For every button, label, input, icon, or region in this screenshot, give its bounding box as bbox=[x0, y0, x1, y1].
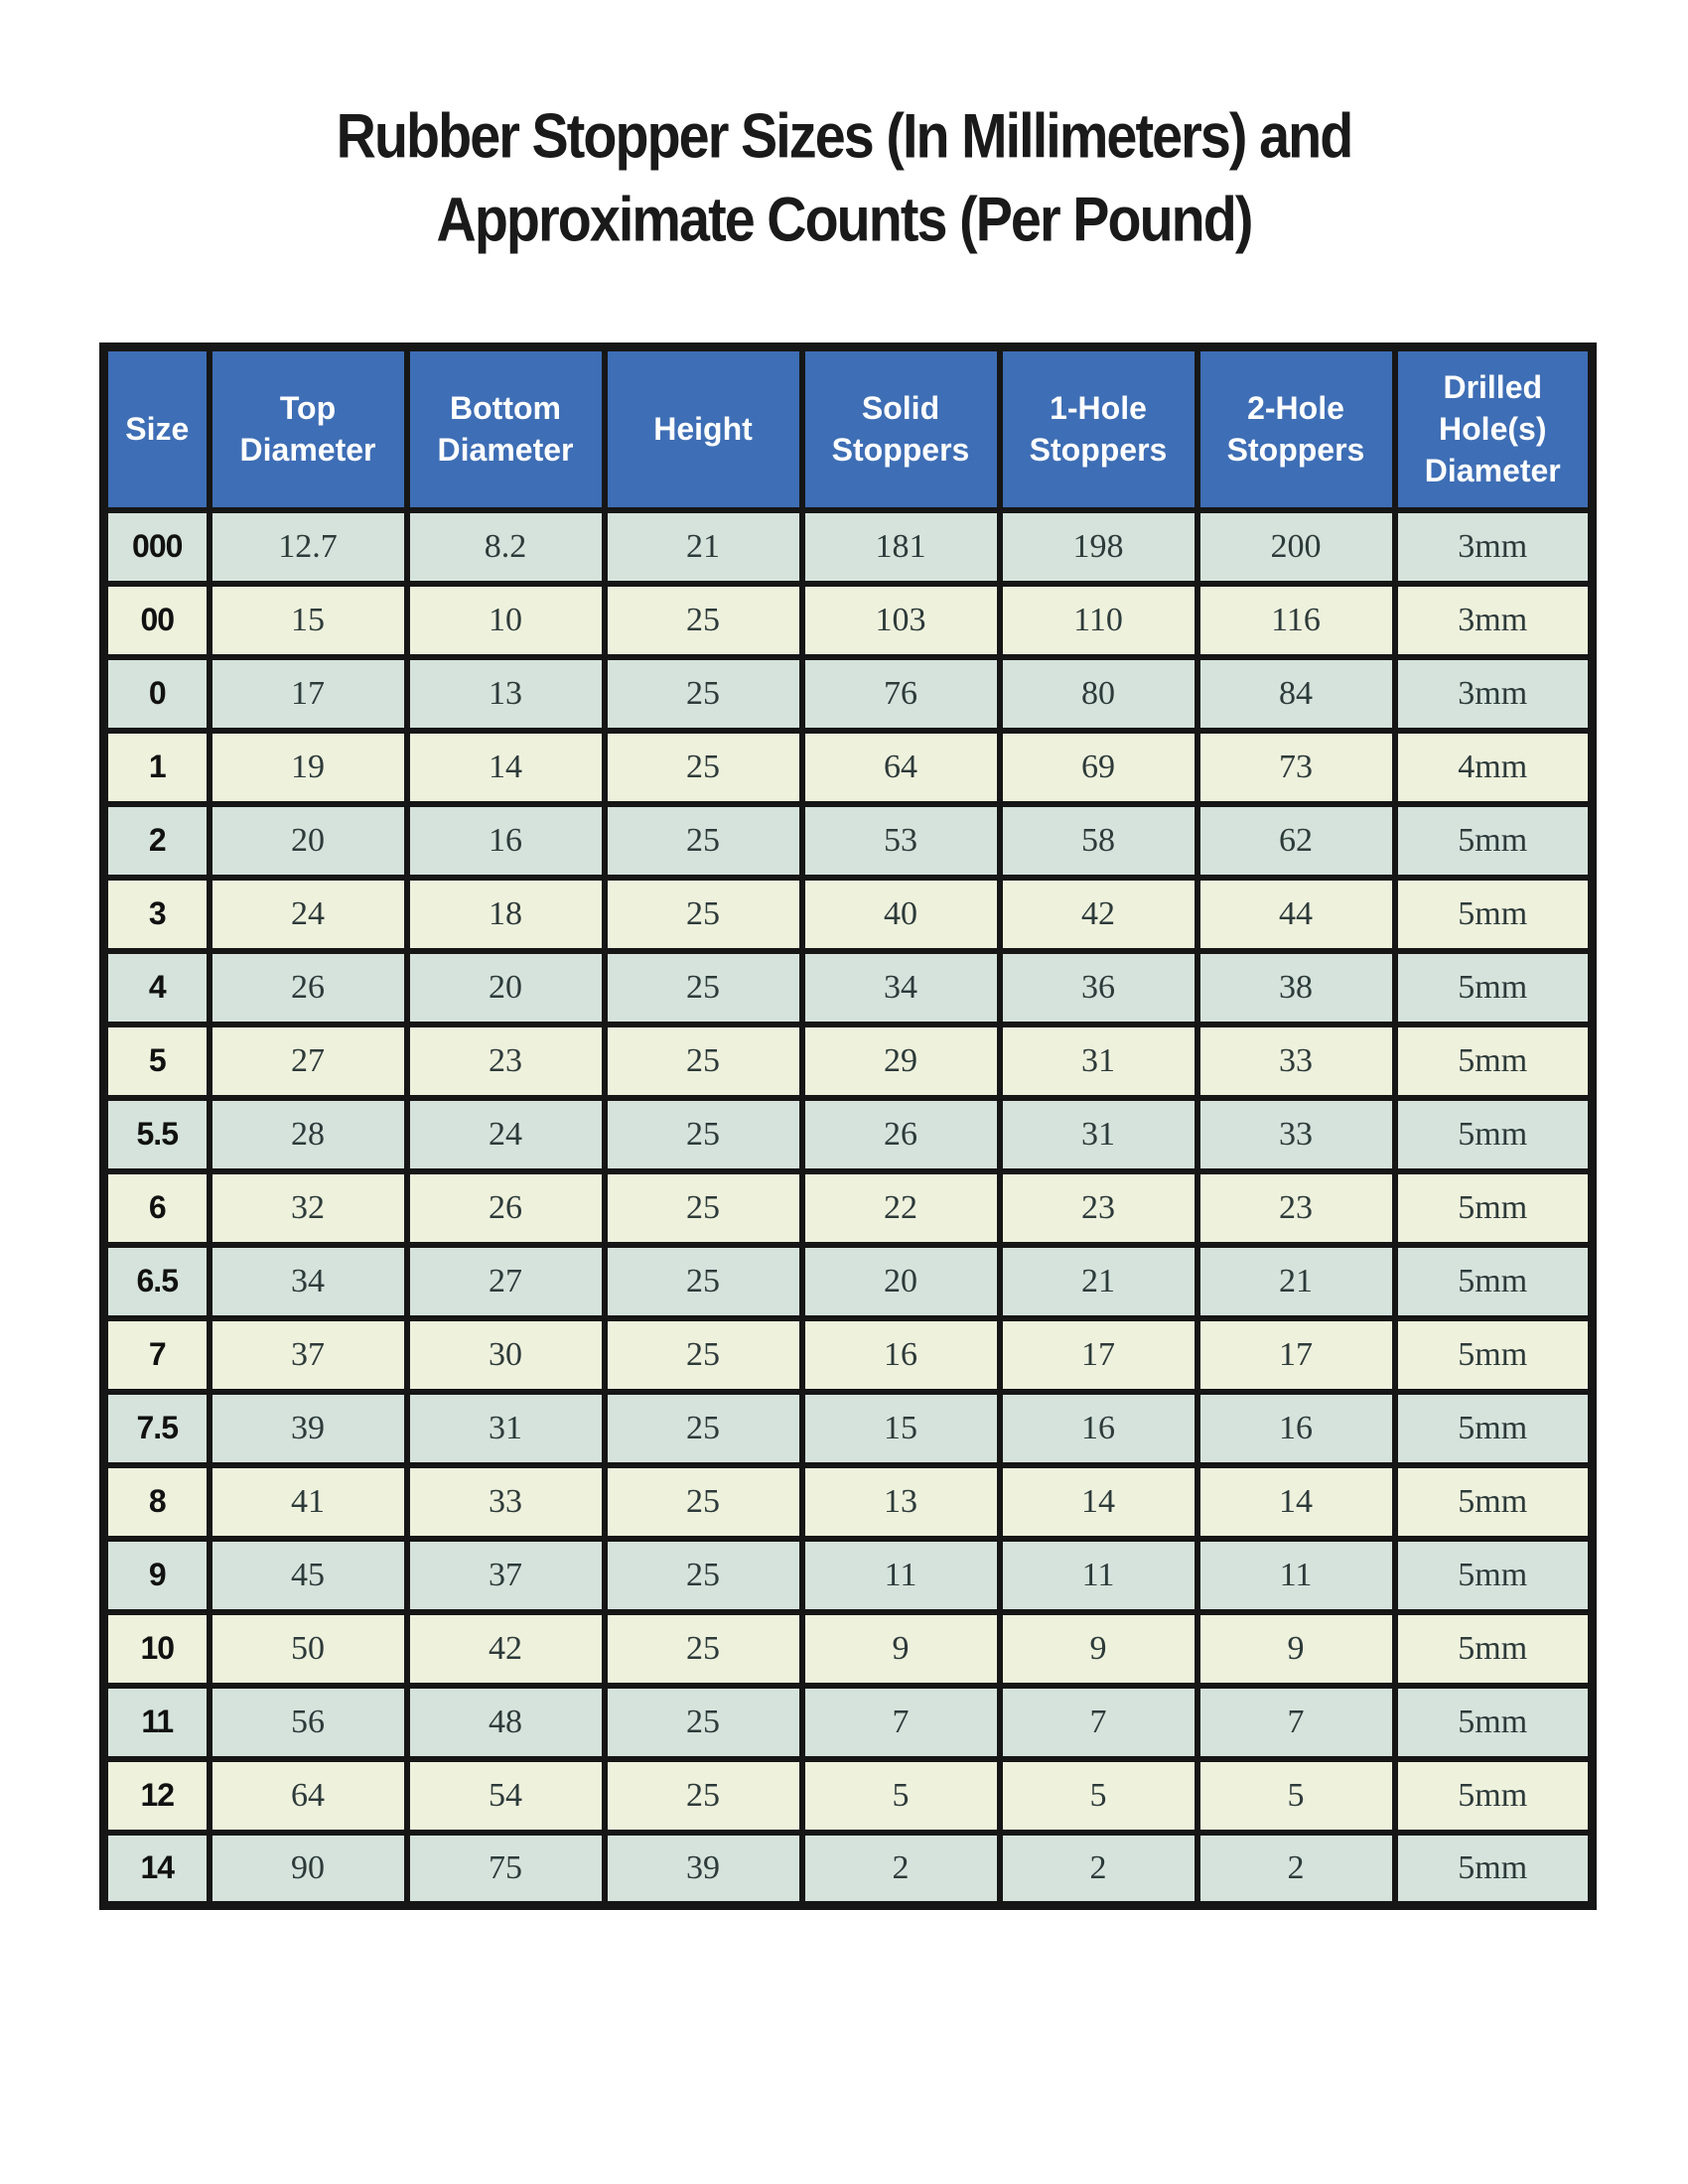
table-row bbox=[104, 657, 1593, 731]
cell-two-hole-stoppers: 17 bbox=[1197, 1318, 1395, 1392]
cell-top-diameter: 24 bbox=[210, 878, 407, 951]
cell-drilled-holes-diameter: 5mm bbox=[1395, 1392, 1593, 1465]
cell-solid-stoppers: 103 bbox=[802, 584, 1000, 657]
cell-two-hole-stoppers: 38 bbox=[1197, 951, 1395, 1024]
cell-drilled-holes-diameter: 5mm bbox=[1395, 1171, 1593, 1245]
cell-size: 2 bbox=[104, 804, 210, 878]
cell-solid-stoppers: 76 bbox=[802, 657, 1000, 731]
cell-size: 5 bbox=[104, 1024, 210, 1098]
cell-height: 25 bbox=[605, 584, 802, 657]
cell-bottom-diameter: 20 bbox=[407, 951, 605, 1024]
cell-height: 25 bbox=[605, 1318, 802, 1392]
cell-solid-stoppers: 9 bbox=[802, 1612, 1000, 1686]
table-row bbox=[104, 510, 1593, 584]
cell-drilled-holes-diameter: 5mm bbox=[1395, 1465, 1593, 1539]
cell-two-hole-stoppers: 23 bbox=[1197, 1171, 1395, 1245]
cell-top-diameter: 28 bbox=[210, 1098, 407, 1171]
cell-one-hole-stoppers: 69 bbox=[1000, 731, 1197, 804]
table-row bbox=[104, 951, 1593, 1024]
cell-size: 7 bbox=[104, 1318, 210, 1392]
cell-top-diameter: 17 bbox=[210, 657, 407, 731]
cell-height: 21 bbox=[605, 510, 802, 584]
cell-drilled-holes-diameter: 5mm bbox=[1395, 878, 1593, 951]
cell-bottom-diameter: 16 bbox=[407, 804, 605, 878]
cell-one-hole-stoppers: 198 bbox=[1000, 510, 1197, 584]
cell-solid-stoppers: 181 bbox=[802, 510, 1000, 584]
cell-one-hole-stoppers: 36 bbox=[1000, 951, 1197, 1024]
cell-two-hole-stoppers: 16 bbox=[1197, 1392, 1395, 1465]
cell-bottom-diameter: 23 bbox=[407, 1024, 605, 1098]
cell-top-diameter: 26 bbox=[210, 951, 407, 1024]
column-header-top-diameter: Top Diameter bbox=[210, 347, 407, 510]
cell-solid-stoppers: 26 bbox=[802, 1098, 1000, 1171]
column-header-height: Height bbox=[605, 347, 802, 510]
page-title bbox=[0, 95, 1688, 262]
cell-size: 9 bbox=[104, 1539, 210, 1612]
cell-top-diameter: 41 bbox=[210, 1465, 407, 1539]
cell-bottom-diameter: 14 bbox=[407, 731, 605, 804]
table-row bbox=[104, 1171, 1593, 1245]
cell-solid-stoppers: 13 bbox=[802, 1465, 1000, 1539]
cell-solid-stoppers: 20 bbox=[802, 1245, 1000, 1318]
cell-top-diameter: 50 bbox=[210, 1612, 407, 1686]
table-row bbox=[104, 1539, 1593, 1612]
column-header-solid-stoppers: Solid Stoppers bbox=[802, 347, 1000, 510]
cell-size: 00 bbox=[104, 584, 210, 657]
cell-top-diameter: 45 bbox=[210, 1539, 407, 1612]
cell-height: 25 bbox=[605, 804, 802, 878]
cell-top-diameter: 12.7 bbox=[210, 510, 407, 584]
cell-drilled-holes-diameter: 5mm bbox=[1395, 804, 1593, 878]
cell-drilled-holes-diameter: 3mm bbox=[1395, 510, 1593, 584]
cell-drilled-holes-diameter: 5mm bbox=[1395, 1833, 1593, 1906]
cell-height: 25 bbox=[605, 1759, 802, 1833]
cell-drilled-holes-diameter: 5mm bbox=[1395, 1759, 1593, 1833]
cell-bottom-diameter: 31 bbox=[407, 1392, 605, 1465]
cell-size: 3 bbox=[104, 878, 210, 951]
table-row bbox=[104, 1686, 1593, 1759]
cell-two-hole-stoppers: 116 bbox=[1197, 584, 1395, 657]
stopper-size-table bbox=[99, 342, 1597, 1910]
cell-two-hole-stoppers: 5 bbox=[1197, 1759, 1395, 1833]
cell-two-hole-stoppers: 73 bbox=[1197, 731, 1395, 804]
cell-one-hole-stoppers: 58 bbox=[1000, 804, 1197, 878]
column-header-size: Size bbox=[104, 347, 210, 510]
column-header-one-hole-stoppers: 1-Hole Stoppers bbox=[1000, 347, 1197, 510]
table-row bbox=[104, 804, 1593, 878]
cell-size: 8 bbox=[104, 1465, 210, 1539]
cell-drilled-holes-diameter: 5mm bbox=[1395, 1245, 1593, 1318]
cell-bottom-diameter: 48 bbox=[407, 1686, 605, 1759]
cell-bottom-diameter: 13 bbox=[407, 657, 605, 731]
table-row bbox=[104, 1318, 1593, 1392]
cell-solid-stoppers: 11 bbox=[802, 1539, 1000, 1612]
cell-drilled-holes-diameter: 5mm bbox=[1395, 1612, 1593, 1686]
cell-bottom-diameter: 10 bbox=[407, 584, 605, 657]
cell-drilled-holes-diameter: 4mm bbox=[1395, 731, 1593, 804]
cell-two-hole-stoppers: 21 bbox=[1197, 1245, 1395, 1318]
cell-top-diameter: 19 bbox=[210, 731, 407, 804]
cell-height: 25 bbox=[605, 1098, 802, 1171]
cell-top-diameter: 56 bbox=[210, 1686, 407, 1759]
cell-solid-stoppers: 16 bbox=[802, 1318, 1000, 1392]
cell-size: 10 bbox=[104, 1612, 210, 1686]
cell-height: 25 bbox=[605, 1171, 802, 1245]
cell-one-hole-stoppers: 110 bbox=[1000, 584, 1197, 657]
cell-bottom-diameter: 33 bbox=[407, 1465, 605, 1539]
cell-one-hole-stoppers: 2 bbox=[1000, 1833, 1197, 1906]
cell-bottom-diameter: 42 bbox=[407, 1612, 605, 1686]
cell-height: 25 bbox=[605, 657, 802, 731]
cell-size: 1 bbox=[104, 731, 210, 804]
cell-one-hole-stoppers: 14 bbox=[1000, 1465, 1197, 1539]
cell-one-hole-stoppers: 16 bbox=[1000, 1392, 1197, 1465]
cell-solid-stoppers: 7 bbox=[802, 1686, 1000, 1759]
cell-solid-stoppers: 5 bbox=[802, 1759, 1000, 1833]
cell-two-hole-stoppers: 9 bbox=[1197, 1612, 1395, 1686]
cell-solid-stoppers: 2 bbox=[802, 1833, 1000, 1906]
cell-size: 11 bbox=[104, 1686, 210, 1759]
cell-two-hole-stoppers: 84 bbox=[1197, 657, 1395, 731]
cell-drilled-holes-diameter: 3mm bbox=[1395, 657, 1593, 731]
cell-one-hole-stoppers: 42 bbox=[1000, 878, 1197, 951]
cell-one-hole-stoppers: 31 bbox=[1000, 1098, 1197, 1171]
cell-solid-stoppers: 29 bbox=[802, 1024, 1000, 1098]
cell-two-hole-stoppers: 11 bbox=[1197, 1539, 1395, 1612]
cell-one-hole-stoppers: 9 bbox=[1000, 1612, 1197, 1686]
cell-solid-stoppers: 53 bbox=[802, 804, 1000, 878]
cell-two-hole-stoppers: 7 bbox=[1197, 1686, 1395, 1759]
cell-height: 25 bbox=[605, 1392, 802, 1465]
cell-top-diameter: 37 bbox=[210, 1318, 407, 1392]
table-row bbox=[104, 1392, 1593, 1465]
cell-two-hole-stoppers: 33 bbox=[1197, 1098, 1395, 1171]
cell-top-diameter: 64 bbox=[210, 1759, 407, 1833]
cell-solid-stoppers: 40 bbox=[802, 878, 1000, 951]
column-header-two-hole-stoppers: 2-Hole Stoppers bbox=[1197, 347, 1395, 510]
cell-size: 6.5 bbox=[104, 1245, 210, 1318]
cell-height: 25 bbox=[605, 1245, 802, 1318]
column-header-bottom-diameter: Bottom Diameter bbox=[407, 347, 605, 510]
cell-top-diameter: 34 bbox=[210, 1245, 407, 1318]
table-row bbox=[104, 1098, 1593, 1171]
cell-drilled-holes-diameter: 5mm bbox=[1395, 1024, 1593, 1098]
table-row bbox=[104, 1465, 1593, 1539]
cell-drilled-holes-diameter: 5mm bbox=[1395, 1098, 1593, 1171]
table-header bbox=[104, 347, 1593, 510]
cell-two-hole-stoppers: 44 bbox=[1197, 878, 1395, 951]
cell-two-hole-stoppers: 2 bbox=[1197, 1833, 1395, 1906]
column-header-drilled-holes-diameter: Drilled Hole(s) Diameter bbox=[1395, 347, 1593, 510]
table-row bbox=[104, 1245, 1593, 1318]
cell-height: 25 bbox=[605, 1686, 802, 1759]
cell-height: 25 bbox=[605, 1024, 802, 1098]
page-title-line-1: Rubber Stopper Sizes (In Millimeters) and bbox=[336, 101, 1352, 172]
table-row bbox=[104, 1024, 1593, 1098]
table-body bbox=[104, 510, 1593, 1906]
cell-height: 25 bbox=[605, 1612, 802, 1686]
cell-height: 39 bbox=[605, 1833, 802, 1906]
cell-size: 12 bbox=[104, 1759, 210, 1833]
cell-top-diameter: 20 bbox=[210, 804, 407, 878]
cell-bottom-diameter: 30 bbox=[407, 1318, 605, 1392]
cell-drilled-holes-diameter: 5mm bbox=[1395, 1539, 1593, 1612]
table-row bbox=[104, 584, 1593, 657]
cell-drilled-holes-diameter: 5mm bbox=[1395, 1318, 1593, 1392]
table-row bbox=[104, 1759, 1593, 1833]
cell-two-hole-stoppers: 62 bbox=[1197, 804, 1395, 878]
cell-top-diameter: 15 bbox=[210, 584, 407, 657]
cell-bottom-diameter: 8.2 bbox=[407, 510, 605, 584]
cell-two-hole-stoppers: 200 bbox=[1197, 510, 1395, 584]
cell-bottom-diameter: 75 bbox=[407, 1833, 605, 1906]
cell-size: 5.5 bbox=[104, 1098, 210, 1171]
cell-size: 7.5 bbox=[104, 1392, 210, 1465]
cell-one-hole-stoppers: 7 bbox=[1000, 1686, 1197, 1759]
cell-drilled-holes-diameter: 5mm bbox=[1395, 951, 1593, 1024]
cell-one-hole-stoppers: 5 bbox=[1000, 1759, 1197, 1833]
cell-height: 25 bbox=[605, 1539, 802, 1612]
cell-one-hole-stoppers: 17 bbox=[1000, 1318, 1197, 1392]
cell-size: 6 bbox=[104, 1171, 210, 1245]
cell-height: 25 bbox=[605, 878, 802, 951]
cell-one-hole-stoppers: 80 bbox=[1000, 657, 1197, 731]
cell-two-hole-stoppers: 14 bbox=[1197, 1465, 1395, 1539]
cell-one-hole-stoppers: 21 bbox=[1000, 1245, 1197, 1318]
cell-bottom-diameter: 27 bbox=[407, 1245, 605, 1318]
cell-one-hole-stoppers: 31 bbox=[1000, 1024, 1197, 1098]
cell-size: 000 bbox=[104, 510, 210, 584]
cell-one-hole-stoppers: 23 bbox=[1000, 1171, 1197, 1245]
table-row bbox=[104, 731, 1593, 804]
cell-top-diameter: 39 bbox=[210, 1392, 407, 1465]
page-title-line-2: Approximate Counts (Per Pound) bbox=[436, 185, 1252, 255]
cell-solid-stoppers: 34 bbox=[802, 951, 1000, 1024]
table-header-row bbox=[104, 347, 1593, 510]
cell-height: 25 bbox=[605, 731, 802, 804]
cell-two-hole-stoppers: 33 bbox=[1197, 1024, 1395, 1098]
cell-height: 25 bbox=[605, 951, 802, 1024]
cell-bottom-diameter: 18 bbox=[407, 878, 605, 951]
cell-size: 14 bbox=[104, 1833, 210, 1906]
cell-height: 25 bbox=[605, 1465, 802, 1539]
cell-top-diameter: 27 bbox=[210, 1024, 407, 1098]
cell-solid-stoppers: 64 bbox=[802, 731, 1000, 804]
cell-drilled-holes-diameter: 3mm bbox=[1395, 584, 1593, 657]
cell-bottom-diameter: 37 bbox=[407, 1539, 605, 1612]
cell-bottom-diameter: 26 bbox=[407, 1171, 605, 1245]
table-row bbox=[104, 1833, 1593, 1906]
cell-size: 0 bbox=[104, 657, 210, 731]
cell-solid-stoppers: 15 bbox=[802, 1392, 1000, 1465]
cell-bottom-diameter: 24 bbox=[407, 1098, 605, 1171]
cell-top-diameter: 32 bbox=[210, 1171, 407, 1245]
cell-one-hole-stoppers: 11 bbox=[1000, 1539, 1197, 1612]
table-row bbox=[104, 878, 1593, 951]
cell-solid-stoppers: 22 bbox=[802, 1171, 1000, 1245]
cell-top-diameter: 90 bbox=[210, 1833, 407, 1906]
cell-size: 4 bbox=[104, 951, 210, 1024]
cell-bottom-diameter: 54 bbox=[407, 1759, 605, 1833]
cell-drilled-holes-diameter: 5mm bbox=[1395, 1686, 1593, 1759]
table-row bbox=[104, 1612, 1593, 1686]
